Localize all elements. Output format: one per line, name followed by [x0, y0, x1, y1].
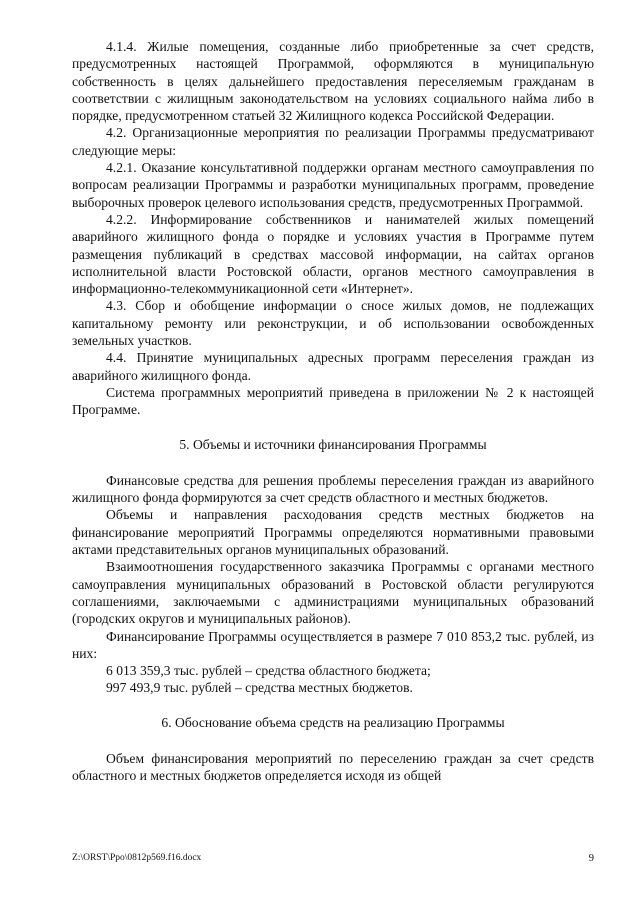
section-6-heading: 6. Обоснование объема средств на реализацию Программы: [161, 714, 505, 730]
section-5-paragraph: Финансирование Программы осуществляется в размере 7 010 853,2 тыс. рублей, из них:: [72, 628, 594, 661]
local-budget-amount: 997 493,9 тыс. рублей – средства местных бюджетов.: [106, 680, 413, 696]
paragraph-4-2-2: 4.2.2. Информирование собственников и нанимателей жилых помещений аварийного жилищного фонда о порядке и условиях участия в Программе путем размещения публикаций в средствах массовой информации, на сайтах органов исполнительной власти Ростовской области, органов местного самоуправления в информационно-телекоммуникационной сети «Интернет».: [72, 211, 594, 297]
paragraph-4-1-4: 4.1.4. Жилые помещения, созданные либо приобретенные за счет средств, предусмотренных настоящей Программой, оформляются в муниципальную собственность в целях дальнейшего предоставления переселяемым гражданам в соответствии с жилищным законодательством на условиях социального найма либо в порядке, предусмотренном статьей 32 Жилищного кодекса Российской Федерации.: [72, 39, 594, 124]
document-page: [72, 38, 594, 785]
regional-budget-amount: 6 013 359,3 тыс. рублей – средства областного бюджета;: [106, 663, 431, 679]
section-5-heading: 5. Объемы и источники финансирования Программы: [179, 436, 487, 452]
paragraph-system: Система программных мероприятий приведена в приложении № 2 к настоящей Программе.: [72, 384, 594, 418]
page-number: 9: [588, 853, 594, 864]
paragraph-4-4: 4.4. Принятие муниципальных адресных программ переселения граждан из аварийного жилищного фонда.: [72, 350, 594, 383]
section-6-paragraph: Объем финансирования мероприятий по переселению граждан за счет средств областного и местных бюджетов определяется исходя из общей: [72, 750, 594, 784]
section-5-paragraph: Объемы и направления расходования средств местных бюджетов на финансирование мероприятий Программы определяются нормативными правовыми актами представительных органов муниципальных образований.: [72, 507, 594, 558]
section-5-paragraph: Взаимоотношения государственного заказчика Программы с органами местного самоуправления муниципальных образований в Ростовской области регулируются соглашениями, заключаемыми с администрациями муниципальных образований (городских округов и муниципальных районов).: [72, 559, 594, 627]
paragraph-4-2: 4.2. Организационные мероприятия по реализации Программы предусматривают следующие меры:: [72, 125, 594, 158]
section-5-paragraph: Финансовые средства для решения проблемы переселения граждан из аварийного жилищного фонда формируются за счет средств областного и местных бюджетов.: [72, 472, 594, 506]
paragraph-4-2-1: 4.2.1. Оказание консультативной поддержки органам местного самоуправления по вопросам реализации Программы и разработки муниципальных программ, проведение выборочных проверок целевого использования средств, предусмотренных Программой.: [72, 160, 594, 210]
paragraph-4-3: 4.3. Сбор и обобщение информации о сносе жилых домов, не подлежащих капитальному ремонту или реконструкции, и об использовании освобожденных земельных участков.: [72, 298, 594, 349]
file-path: Z:\ORST\Ppo\0812p569.f16.docx: [72, 853, 202, 863]
